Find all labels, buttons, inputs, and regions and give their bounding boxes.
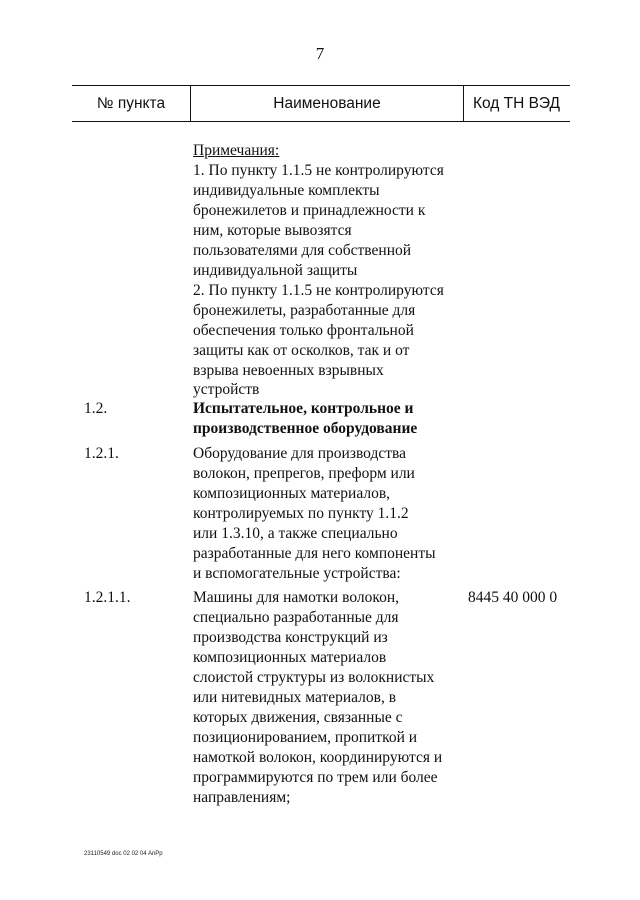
notes-line: пользователями для собственной xyxy=(193,242,412,259)
item-text-line: которых движения, связанные с xyxy=(193,709,403,726)
item-text-line: слоистой структуры из волокнистых xyxy=(193,669,435,686)
item-text-line: производства конструкций из xyxy=(193,629,388,646)
item-code: 8445 40 000 0 xyxy=(468,589,558,606)
item-text-line: или 1.3.10, а также специально xyxy=(193,525,398,542)
header-code: Код ТН ВЭД xyxy=(472,95,561,112)
footer-doc-id: 23110549 doc 02 02 04 AnPp xyxy=(84,851,163,857)
page-number: 7 xyxy=(315,44,325,63)
notes-line: индивидуальные комплекты xyxy=(193,182,380,199)
notes-line: индивидуальной защиты xyxy=(193,262,358,279)
notes-line: бронежилеты, разработанные для xyxy=(193,302,416,319)
notes-title: Примечания: xyxy=(193,142,280,159)
item-text-line: и вспомогательные устройства: xyxy=(193,565,401,582)
header-name: Наименование xyxy=(190,86,464,121)
item-text-line: программируются по трем или более xyxy=(193,769,438,786)
notes-line: обеспечения только фронтальной xyxy=(193,322,414,339)
notes-line: взрыва невоенных взрывных xyxy=(193,362,384,379)
table-header xyxy=(72,85,570,122)
item-number: 1.2.1. xyxy=(84,445,119,462)
item-text-line: разработанные для него компоненты xyxy=(193,545,436,562)
item-text-line: волокон, препрегов, преформ или xyxy=(193,465,415,482)
notes-line: устройств xyxy=(193,381,260,398)
item-text-line: контролируемых по пункту 1.1.2 xyxy=(193,505,409,522)
item-text-line: композиционных материалов, xyxy=(193,485,391,502)
item-text-line: Оборудование для производства xyxy=(193,445,407,462)
item-text-line: композиционных материалов xyxy=(193,649,387,666)
notes-line: защиты как от осколков, так и от xyxy=(193,342,410,359)
notes-line: ним, которые вывозятся xyxy=(193,222,352,239)
item-text-line: специально разработанные для xyxy=(193,609,399,626)
item-text-line: Машины для намотки волокон, xyxy=(193,589,400,606)
header-item-number: № пункта xyxy=(96,95,166,112)
item-number: 1.2.1.1. xyxy=(84,589,131,606)
notes-line: 1. По пункту 1.1.5 не контролируются xyxy=(193,162,444,179)
notes-line: 2. По пункту 1.1.5 не контролируются xyxy=(193,282,444,299)
notes-line: бронежилетов и принадлежности к xyxy=(193,202,426,219)
item-text-line: направлениям; xyxy=(193,789,291,806)
item-text-line: или нитевидных материалов, в xyxy=(193,689,397,706)
item-number: 1.2. xyxy=(84,400,108,417)
section-heading-line: производственное оборудование xyxy=(193,420,418,437)
item-text-line: позиционированием, пропиткой и xyxy=(193,729,418,746)
item-text-line: намоткой волокон, координируются и xyxy=(193,749,443,766)
section-heading-line: Испытательное, контрольное и xyxy=(193,400,414,417)
